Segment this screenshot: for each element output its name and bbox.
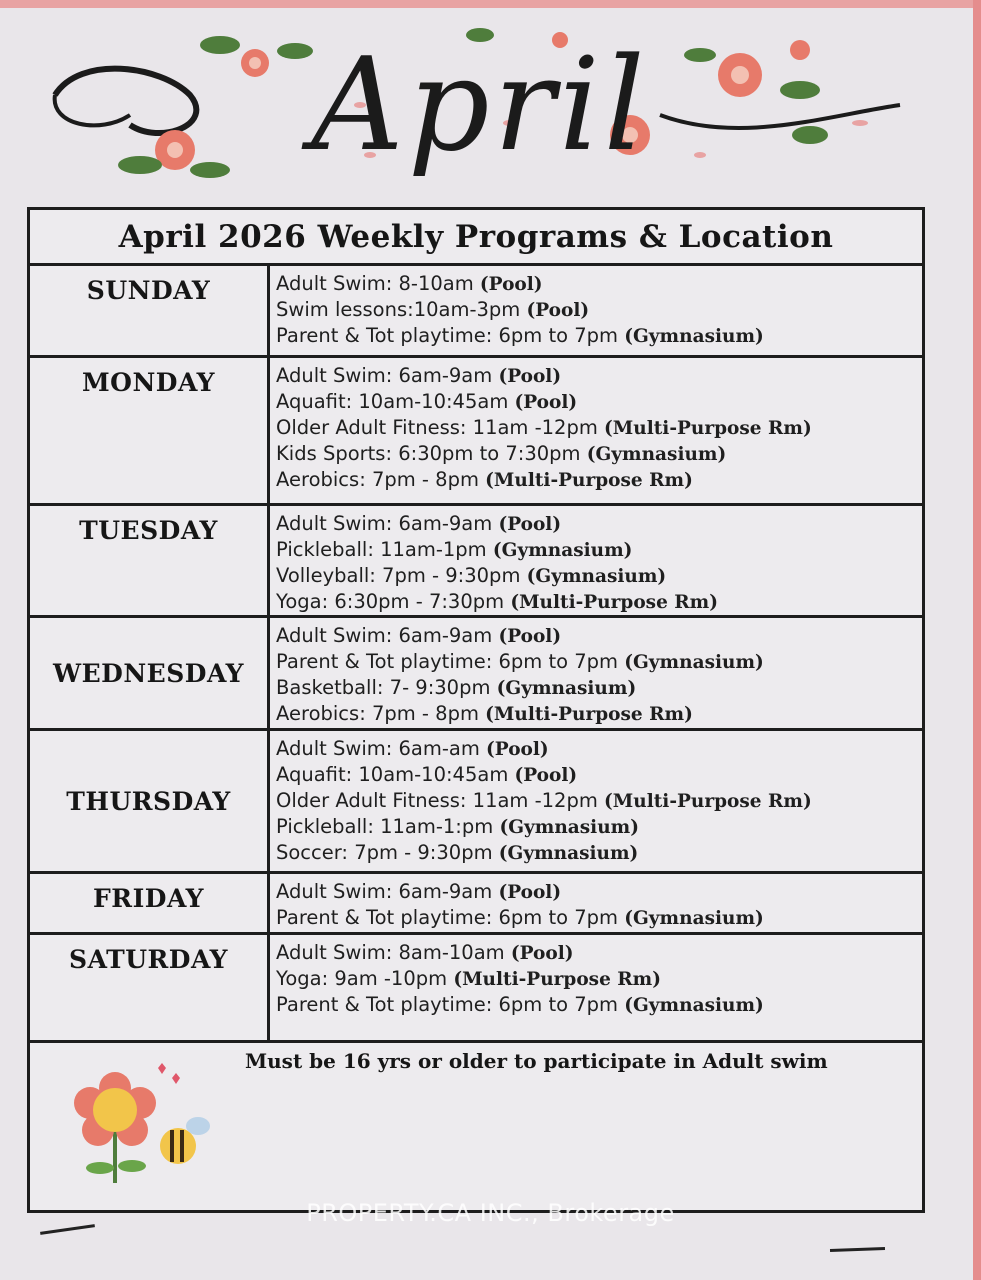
day-name: TUESDAY: [30, 506, 270, 615]
program-location: (Pool): [510, 943, 574, 964]
day-row-sunday: [30, 266, 922, 358]
program-activity: Adult Swim: 8am-10am: [276, 941, 511, 964]
program-item: [276, 589, 922, 615]
program-activity: Aerobics: 7pm - 8pm: [276, 702, 486, 725]
program-location: (Pool): [526, 300, 590, 321]
program-location: (Pool): [514, 392, 578, 413]
program-activity: Yoga: 6:30pm - 7:30pm: [276, 590, 511, 613]
watermark: PROPERTY.CA INC., Brokerage: [306, 1199, 675, 1227]
program-location: (Gymnasium): [624, 326, 764, 347]
program-activity: Parent & Tot playtime: 6pm to 7pm: [276, 324, 625, 347]
program-activity: Aquafit: 10am-10:45am: [276, 390, 515, 413]
program-activity: Adult Swim: 6am-am: [276, 737, 487, 760]
program-item: [276, 762, 922, 788]
pink-right-edge: [973, 0, 981, 1280]
program-item: [276, 415, 922, 441]
program-activity: Parent & Tot playtime: 6pm to 7pm: [276, 906, 625, 929]
program-activity: Adult Swim: 6am-9am: [276, 624, 499, 647]
program-item: [276, 701, 922, 727]
program-activity: Yoga: 9am -10pm: [276, 967, 454, 990]
program-location: (Gymnasium): [586, 444, 727, 465]
program-item: [276, 511, 922, 537]
program-activity: Adult Swim: 6am-9am: [276, 512, 499, 535]
program-list: [270, 618, 922, 728]
program-activity: Aerobics: 7pm - 8pm: [276, 468, 486, 491]
day-name: MONDAY: [30, 358, 270, 503]
program-item: [276, 992, 922, 1018]
program-item: [276, 323, 922, 349]
program-list: [270, 358, 922, 503]
program-item: [276, 940, 922, 966]
program-item: [276, 623, 922, 649]
program-location: (Multi-Purpose Rm): [485, 470, 693, 491]
pen-mark: [830, 1247, 885, 1252]
day-name: SATURDAY: [30, 935, 270, 1040]
program-item: [276, 966, 922, 992]
day-row-thursday: [30, 731, 922, 874]
program-activity: Volleyball: 7pm - 9:30pm: [276, 564, 527, 587]
day-name: THURSDAY: [30, 731, 270, 871]
program-activity: Swim lessons:10am-3pm: [276, 298, 527, 321]
program-location: (Pool): [498, 366, 562, 387]
schedule-days: [30, 266, 922, 1043]
program-location: (Multi-Purpose Rm): [510, 592, 718, 613]
program-location: (Pool): [498, 882, 562, 903]
program-item: [276, 814, 922, 840]
program-location: (Pool): [498, 514, 562, 535]
schedule-table: [27, 207, 925, 1213]
program-item: [276, 363, 922, 389]
program-item: [276, 905, 922, 931]
program-item: [276, 467, 922, 493]
program-list: [270, 731, 922, 871]
april-banner: [40, 15, 920, 195]
program-item: [276, 736, 922, 762]
program-location: (Gymnasium): [624, 652, 764, 673]
day-row-saturday: [30, 935, 922, 1043]
program-location: (Gymnasium): [499, 817, 639, 838]
program-activity: Adult Swim: 8-10am: [276, 272, 480, 295]
program-activity: Parent & Tot playtime: 6pm to 7pm: [276, 993, 625, 1016]
program-activity: Aquafit: 10am-10:45am: [276, 763, 515, 786]
program-activity: Adult Swim: 6am-9am: [276, 364, 499, 387]
program-activity: Soccer: 7pm - 9:30pm: [276, 841, 499, 864]
program-item: [276, 441, 922, 467]
program-activity: Kids Sports: 6:30pm to 7:30pm: [276, 442, 587, 465]
program-location: (Pool): [514, 765, 578, 786]
program-item: [276, 649, 922, 675]
program-item: [276, 840, 922, 866]
program-list: [270, 935, 922, 1040]
program-location: (Gymnasium): [624, 908, 764, 929]
program-activity: Pickleball: 11am-1:pm: [276, 815, 500, 838]
banner-title: April: [311, 30, 649, 180]
day-name: FRIDAY: [30, 874, 270, 932]
program-activity: Basketball: 7- 9:30pm: [276, 676, 497, 699]
program-location: (Gymnasium): [492, 540, 633, 561]
program-location: (Multi-Purpose Rm): [604, 418, 812, 439]
program-list: [270, 874, 922, 932]
flower-bee-icon: [60, 1058, 220, 1188]
program-item: [276, 675, 922, 701]
program-location: (Gymnasium): [498, 843, 639, 864]
day-name: SUNDAY: [30, 266, 270, 355]
program-location: (Gymnasium): [624, 995, 764, 1016]
program-item: [276, 297, 922, 323]
program-location: (Pool): [498, 626, 562, 647]
program-item: [276, 563, 922, 589]
program-location: (Pool): [486, 739, 549, 760]
program-item: [276, 788, 922, 814]
program-list: [270, 266, 922, 355]
day-name: WEDNESDAY: [30, 618, 270, 728]
age-note: Must be 16 yrs or older to participate in Adult swim: [245, 1049, 828, 1073]
program-location: (Multi-Purpose Rm): [453, 969, 662, 990]
program-activity: Older Adult Fitness: 11am -12pm: [276, 789, 605, 812]
program-location: (Multi-Purpose Rm): [485, 704, 693, 725]
day-row-monday: [30, 358, 922, 506]
program-item: [276, 537, 922, 563]
program-activity: Older Adult Fitness: 11am -12pm: [276, 416, 605, 439]
program-list: [270, 506, 922, 615]
program-item: [276, 879, 922, 905]
program-item: [276, 389, 922, 415]
program-item: [276, 271, 922, 297]
program-location: (Pool): [479, 274, 543, 295]
pink-top-edge: [0, 0, 981, 8]
program-activity: Adult Swim: 6am-9am: [276, 880, 499, 903]
program-location: (Gymnasium): [496, 678, 637, 699]
note-row: [30, 1043, 922, 1218]
program-activity: Pickleball: 11am-1pm: [276, 538, 493, 561]
schedule-title: April 2026 Weekly Programs & Location: [30, 210, 922, 266]
day-row-friday: [30, 874, 922, 935]
day-row-wednesday: [30, 618, 922, 731]
program-location: (Gymnasium): [526, 566, 667, 587]
program-location: (Multi-Purpose Rm): [604, 791, 812, 812]
day-row-tuesday: [30, 506, 922, 618]
program-activity: Parent & Tot playtime: 6pm to 7pm: [276, 650, 625, 673]
